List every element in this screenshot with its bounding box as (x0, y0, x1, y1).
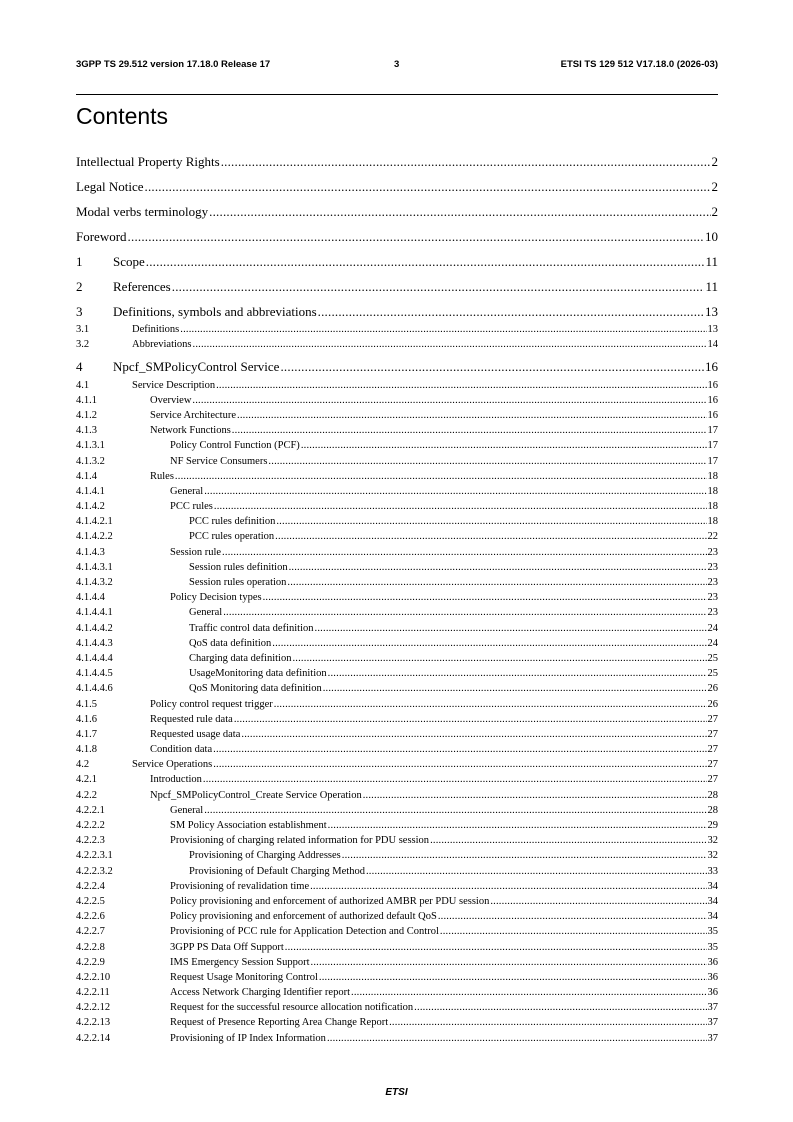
toc-entry-title: QoS data definition (189, 637, 272, 649)
toc-entry-title: Definitions (132, 324, 180, 336)
toc-entry-title: Provisioning of IP Index Information (170, 1032, 326, 1044)
toc-entry-page: 17 (707, 455, 718, 467)
toc-entry-leader (319, 972, 707, 985)
toc-entry-leader (438, 911, 707, 924)
toc-entry-leader (214, 501, 707, 514)
toc-entry[interactable] (76, 423, 718, 438)
toc-entry-number: 4.2.1 (76, 774, 97, 786)
toc-entry-number: 4.2.2.2 (76, 820, 105, 831)
toc-entry[interactable] (76, 297, 718, 322)
toc-entry-title: IMS Emergency Session Support (170, 956, 310, 968)
toc-entry-number: 4.2.2.3.1 (76, 850, 113, 862)
toc-entry-page: 37 (707, 1032, 718, 1044)
toc-entry-leader (222, 547, 706, 560)
toc-entry[interactable] (76, 147, 718, 172)
toc-entry-page: 29 (707, 820, 718, 831)
toc-entry-number: 4.1.4.4.6 (76, 683, 113, 695)
toc-entry-leader (342, 850, 707, 863)
toc-entry[interactable] (76, 833, 718, 848)
toc-entry-number: 4.1.2 (76, 409, 97, 421)
toc-entry-page: 13 (705, 304, 718, 319)
toc-entry-number: 3 (76, 304, 83, 319)
toc-entry-title: Provisioning of Default Charging Method (189, 865, 365, 877)
toc-entry[interactable] (76, 666, 718, 681)
toc-entry-page: 13 (707, 324, 718, 336)
toc-entry-leader (263, 592, 707, 605)
toc-entry-leader (289, 562, 707, 575)
toc-entry-title: Scope (113, 254, 145, 269)
toc-entry-number: 4.2.2.7 (76, 926, 105, 938)
toc-entry-leader (285, 942, 707, 955)
toc-entry-number: 4.1.3.2 (76, 455, 105, 467)
toc-entry-number: 4.1.4.3 (76, 546, 105, 558)
toc-entry[interactable] (76, 484, 718, 499)
toc-entry-page: 28 (707, 804, 718, 816)
toc-entry-title: PCC rules (170, 501, 213, 513)
toc-entry[interactable] (76, 337, 718, 352)
toc-entry-title: Requested rule data (150, 713, 233, 725)
toc-entry-page: 24 (707, 622, 718, 634)
toc-entry-leader (328, 820, 707, 833)
toc-entry-title: Traffic control data definition (189, 622, 314, 634)
toc-entry[interactable] (76, 469, 718, 484)
toc-entry-page: 36 (707, 956, 718, 968)
toc-entry[interactable] (76, 787, 718, 802)
toc-entry-leader (351, 987, 707, 1000)
toc-entry-number: 3.1 (76, 324, 90, 336)
toc-entry-page: 18 (707, 501, 718, 513)
toc-entry[interactable] (76, 247, 718, 272)
toc-entry[interactable] (76, 560, 718, 575)
toc-entry-title: Requested usage data (150, 728, 241, 740)
toc-entry[interactable] (76, 985, 718, 1000)
toc-entry-page: 34 (707, 911, 718, 923)
toc-entry-title: 3GPP PS Data Off Support (170, 941, 284, 953)
toc-entry-page: 17 (707, 440, 718, 452)
toc-entry-title: Session rules operation (189, 577, 287, 588)
toc-entry-number: 4.1.4.2.2 (76, 531, 113, 543)
toc-entry-leader (490, 896, 706, 909)
toc-entry-leader (193, 339, 707, 352)
toc-entry-title: References (113, 279, 171, 294)
toc-entry-number: 4.1.4.3.1 (76, 561, 113, 573)
toc-entry-page: 27 (707, 713, 718, 725)
toc-entry-leader (389, 1017, 706, 1030)
toc-entry-leader (323, 683, 707, 696)
toc-entry-leader (172, 279, 705, 297)
toc-entry[interactable] (76, 197, 718, 222)
toc-entry-leader (221, 154, 711, 172)
toc-entry[interactable] (76, 529, 718, 544)
toc-entry[interactable] (76, 1000, 718, 1015)
toc-entry-page: 26 (707, 698, 718, 710)
toc-entry-page: 36 (707, 987, 718, 999)
toc-entry-page: 25 (707, 652, 718, 664)
toc-entry-leader (272, 638, 706, 651)
toc-entry-number: 4.1.4 (76, 470, 97, 482)
toc-entry[interactable] (76, 757, 718, 772)
toc-entry-title: Session rules definition (189, 561, 288, 573)
toc-entry-page: 27 (707, 728, 718, 740)
toc-entry-number: 4.2.2 (76, 789, 97, 801)
toc-entry-leader (204, 805, 706, 818)
toc-entry-page: 2 (711, 204, 718, 219)
toc-entry[interactable] (76, 620, 718, 635)
toc-entry[interactable] (76, 408, 718, 423)
toc-entry-title: SM Policy Association establishment (170, 820, 327, 831)
toc-entry-number: 4.2.2.6 (76, 911, 105, 923)
toc-entry-title: Request Usage Monitoring Control (170, 971, 318, 983)
toc-entry-title: Condition data (150, 744, 213, 756)
toc-entry-title: Provisioning of PCC rule for Application Detection and Control (170, 926, 439, 938)
toc-entry-page: 33 (707, 865, 718, 877)
toc-entry-page: 11 (705, 254, 718, 269)
footer-etsi: ETSI (385, 1087, 408, 1098)
toc-entry-leader (128, 229, 704, 247)
toc-entry-number: 4.1.6 (76, 713, 97, 725)
toc-entry-page: 18 (707, 485, 718, 497)
toc-entry-page: 32 (707, 850, 718, 862)
toc-entry-number: 4.2.2.4 (76, 880, 105, 892)
toc-entry-title: PCC rules definition (189, 516, 276, 528)
toc-entry-title: Npcf_SMPolicyControl Service (113, 359, 280, 375)
toc-entry[interactable] (76, 514, 718, 529)
toc-entry-number: 4.1 (76, 379, 90, 391)
toc-entry-title: Foreword (76, 229, 127, 244)
toc-entry-page: 16 (705, 359, 718, 375)
toc-entry-leader (315, 623, 707, 636)
toc-entry-title: General (170, 804, 204, 816)
toc-entry-title: Policy provisioning and enforcement of authorized AMBR per PDU session (170, 895, 490, 907)
toc-entry[interactable] (76, 172, 718, 197)
toc-entry-title: Overview (150, 394, 192, 406)
toc-entry-title: Access Network Charging Identifier report (170, 987, 350, 999)
toc-entry-page: 14 (707, 339, 718, 351)
toc-entry-leader (328, 668, 707, 681)
toc-entry-title: Npcf_SMPolicyControl_Create Service Operation (150, 789, 362, 801)
toc-entry-title: Service Architecture (150, 409, 236, 421)
toc-entry[interactable] (76, 590, 718, 605)
toc-entry-page: 23 (707, 592, 718, 604)
toc-entry-page: 27 (707, 774, 718, 786)
toc-entry-number: 4.1.4.4 (76, 592, 105, 604)
toc-entry-number: 4.1.4.3.2 (76, 577, 113, 588)
toc-entry-title: Definitions, symbols and abbreviations (113, 304, 317, 319)
toc-entry-number: 4.2.2.14 (76, 1032, 111, 1044)
toc-entry-number: 4.2.2.10 (76, 971, 111, 983)
toc-entry-leader (180, 324, 706, 337)
toc-entry-number: 4.2.2.13 (76, 1017, 111, 1029)
toc-entry-title: General (189, 607, 223, 619)
toc-entry-number: 4.2 (76, 759, 90, 771)
toc-entry[interactable] (76, 772, 718, 787)
toc-entry-title: Legal Notice (76, 179, 144, 194)
toc-entry-leader (223, 607, 706, 620)
toc-entry[interactable] (76, 924, 718, 939)
toc-entry-number: 4.1.7 (76, 728, 97, 740)
toc-entry-number: 4.1.3.1 (76, 440, 105, 452)
toc-entry-leader (232, 425, 707, 438)
toc-entry-title: Abbreviations (132, 339, 192, 351)
toc-entry[interactable] (76, 544, 718, 559)
toc-entry-number: 2 (76, 279, 83, 294)
toc-entry-leader (146, 254, 705, 272)
toc-entry-page: 18 (707, 516, 718, 528)
toc-entry[interactable] (76, 909, 718, 924)
toc-entry-page: 11 (705, 279, 718, 294)
toc-entry-title: Policy provisioning and enforcement of authorized default QoS (170, 911, 437, 923)
toc-entry-leader (287, 577, 706, 590)
toc-entry-leader (234, 714, 707, 727)
toc-entry[interactable] (76, 377, 718, 392)
toc-entry[interactable] (76, 272, 718, 297)
toc-entry-page: 2 (711, 154, 718, 169)
toc-entry-leader (241, 729, 706, 742)
toc-entry-number: 4.1.1 (76, 394, 97, 406)
toc-entry[interactable] (76, 727, 718, 742)
toc-entry-leader (203, 774, 707, 787)
toc-entry-page: 37 (707, 1017, 718, 1029)
header-page-number: 3 (394, 59, 400, 70)
toc-entry-title: Service Operations (132, 759, 213, 771)
toc-entry[interactable] (76, 955, 718, 970)
toc-entry-leader (430, 835, 706, 848)
toc-entry-page: 27 (707, 759, 718, 771)
toc-entry-number: 4.1.4.4.3 (76, 637, 113, 649)
toc-entry[interactable] (76, 848, 718, 863)
toc-entry-number: 4.1.5 (76, 698, 97, 710)
toc-entry[interactable] (76, 696, 718, 711)
toc-entry-number: 4.1.3 (76, 425, 97, 437)
toc-entry[interactable] (76, 712, 718, 727)
toc-entry[interactable] (76, 322, 718, 337)
toc-entry-page: 24 (707, 637, 718, 649)
toc-entry-number: 4.2.2.9 (76, 956, 105, 968)
toc-entry-title: Provisioning of Charging Addresses (189, 850, 341, 862)
toc-entry-leader (175, 471, 707, 484)
toc-entry-title: Policy Control Function (PCF) (170, 440, 300, 452)
toc-entry-leader (204, 486, 706, 499)
toc-entry-number: 4.2.2.11 (76, 987, 110, 999)
toc-entry-leader (145, 179, 711, 197)
toc-entry-number: 4.1.8 (76, 744, 97, 756)
toc-entry-page: 23 (707, 577, 718, 588)
toc-entry-leader (363, 790, 707, 803)
toc-entry-leader (414, 1002, 706, 1015)
toc-entry-leader (237, 410, 707, 423)
header-etsi-reference: ETSI TS 129 512 V17.18.0 (2026-03) (560, 59, 718, 70)
toc-entry-title: Policy Decision types (170, 592, 262, 604)
toc-entry-page: 37 (707, 1002, 718, 1014)
toc-entry[interactable] (76, 863, 718, 878)
toc-entry-number: 4.2.2.12 (76, 1002, 111, 1014)
toc-entry-leader (268, 456, 706, 469)
toc-entry-leader (327, 1033, 707, 1046)
toc-entry-number: 1 (76, 254, 83, 269)
toc-entry-page: 16 (707, 409, 718, 421)
toc-entry[interactable] (76, 222, 718, 247)
toc-entry-title: Modal verbs terminology (76, 204, 209, 219)
toc-entry-leader (275, 531, 706, 544)
toc-entry-leader (440, 926, 707, 939)
toc-entry-title: Policy control request trigger (150, 698, 273, 710)
toc-entry-leader (192, 395, 706, 408)
toc-entry-leader (301, 440, 707, 453)
toc-entry-number: 4.1.4.4.5 (76, 668, 113, 680)
toc-entry-title: Introduction (150, 774, 202, 786)
header-spec-version: 3GPP TS 29.512 version 17.18.0 Release 17 (76, 59, 271, 70)
toc-entry[interactable] (76, 1015, 718, 1030)
toc-entry-page: 26 (707, 683, 718, 695)
toc-entry-title: QoS Monitoring data definition (189, 683, 322, 695)
toc-entry[interactable] (76, 818, 718, 833)
toc-entry[interactable] (76, 438, 718, 453)
toc-entry-page: 18 (707, 470, 718, 482)
toc-entry-page: 34 (707, 895, 718, 907)
toc-entry-leader (276, 516, 706, 529)
toc-entry-leader (274, 699, 707, 712)
toc-entry-leader (213, 759, 706, 772)
toc-entry[interactable] (76, 453, 718, 468)
toc-entry-title: Provisioning of revalidation time (170, 880, 310, 892)
toc-entry-leader (213, 744, 706, 757)
toc-entry-title: PCC rules operation (189, 531, 275, 543)
toc-entry-page: 32 (707, 835, 718, 847)
toc-entry-title: Session rule (170, 546, 222, 558)
toc-entry[interactable] (76, 575, 718, 590)
toc-entry[interactable] (76, 970, 718, 985)
toc-entry[interactable] (76, 803, 718, 818)
toc-entry-title: General (170, 485, 204, 497)
toc-entry-page: 35 (707, 926, 718, 938)
toc-entry-page: 17 (707, 425, 718, 437)
toc-entry[interactable] (76, 894, 718, 909)
toc-entry-number: 4.1.4.2 (76, 501, 105, 513)
toc-entry-page: 28 (707, 789, 718, 801)
toc-entry-number: 3.2 (76, 339, 90, 351)
toc-entry[interactable] (76, 879, 718, 894)
toc-entry-leader (216, 380, 706, 393)
toc-entry-number: 4.2.2.3 (76, 835, 105, 847)
toc-entry-number: 4.1.4.4.4 (76, 652, 113, 664)
table-of-contents (76, 147, 718, 1046)
toc-entry[interactable] (76, 605, 718, 620)
toc-entry-page: 23 (707, 561, 718, 573)
toc-entry-title: Charging data definition (189, 652, 292, 664)
toc-entry[interactable] (76, 681, 718, 696)
toc-entry-page: 27 (707, 744, 718, 756)
toc-entry-title: Intellectual Property Rights (76, 154, 220, 169)
toc-entry-number: 4.1.4.1 (76, 485, 105, 497)
toc-entry[interactable] (76, 636, 718, 651)
toc-entry[interactable] (76, 1030, 718, 1045)
toc-entry-title: NF Service Consumers (170, 455, 268, 467)
toc-entry-page: 36 (707, 971, 718, 983)
toc-entry[interactable] (76, 651, 718, 666)
toc-entry-page: 25 (707, 668, 718, 680)
toc-entry-number: 4.1.4.2.1 (76, 516, 113, 528)
toc-entry-number: 4.1.4.4.1 (76, 607, 113, 619)
toc-entry-leader (366, 866, 707, 879)
toc-entry-title: Network Functions (150, 425, 231, 437)
toc-entry-page: 2 (711, 179, 718, 194)
toc-entry-number: 4.2.2.1 (76, 804, 105, 816)
toc-entry-page: 10 (705, 229, 718, 244)
toc-entry-page: 16 (707, 379, 718, 391)
toc-entry-number: 4.2.2.8 (76, 941, 105, 953)
toc-entry[interactable] (76, 393, 718, 408)
toc-entry-leader (292, 653, 706, 666)
toc-entry-leader (280, 359, 704, 377)
toc-entry[interactable] (76, 939, 718, 954)
toc-entry-title: UsageMonitoring data definition (189, 668, 327, 680)
page-title: Contents (76, 103, 169, 129)
toc-entry-page: 35 (707, 941, 718, 953)
toc-entry-title: Rules (150, 470, 174, 482)
toc-entry-number: 4.2.2.5 (76, 895, 105, 907)
toc-entry-number: 4.2.2.3.2 (76, 865, 113, 877)
toc-entry[interactable] (76, 499, 718, 514)
toc-entry-title: Request of Presence Reporting Area Change Report (170, 1017, 389, 1029)
toc-entry-number: 4 (76, 359, 83, 375)
toc-entry-page: 23 (707, 607, 718, 619)
toc-entry[interactable] (76, 352, 718, 377)
toc-entry-title: Request for the successful resource allocation notification (170, 1002, 414, 1014)
toc-entry-title: Provisioning of charging related information for PDU session (170, 835, 430, 847)
toc-entry-page: 22 (707, 531, 718, 543)
toc-entry-page: 34 (707, 880, 718, 892)
toc-entry-page: 16 (707, 394, 718, 406)
toc-entry-leader (311, 957, 707, 970)
toc-entry-page: 23 (707, 546, 718, 558)
toc-entry-title: Service Description (132, 379, 216, 391)
toc-entry-leader (209, 204, 710, 222)
toc-entry-number: 4.1.4.4.2 (76, 622, 113, 634)
toc-entry-leader (318, 304, 704, 322)
header-rule (76, 94, 718, 95)
toc-entry[interactable] (76, 742, 718, 757)
toc-entry-leader (310, 881, 706, 894)
